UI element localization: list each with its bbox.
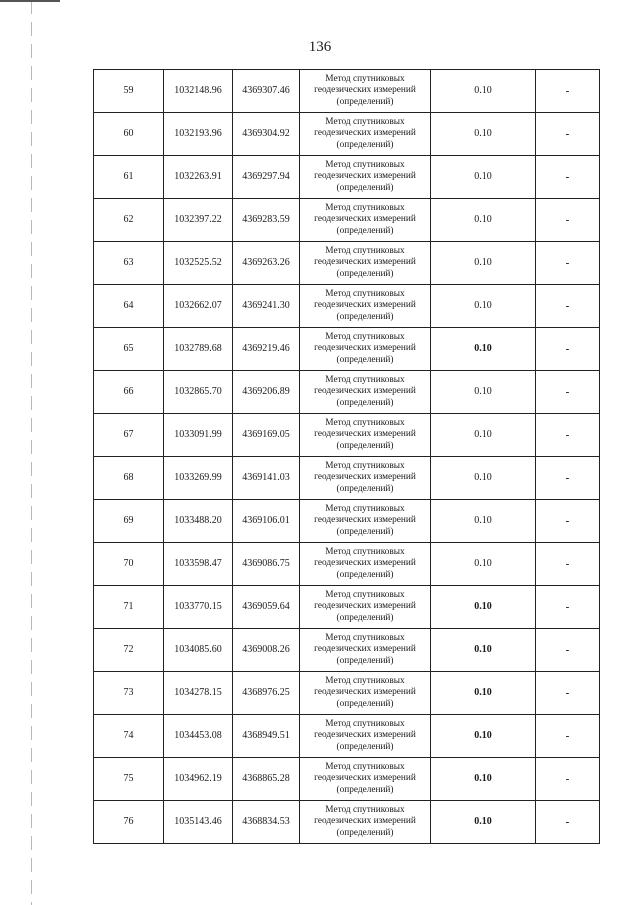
method-cell: Метод спутниковых геодезических измерений (определений) (300, 457, 431, 500)
extra-cell: - (536, 156, 600, 199)
x-coordinate-cell: 1034453.08 (164, 715, 233, 758)
extra-cell: - (536, 758, 600, 801)
extra-cell: - (536, 113, 600, 156)
extra-cell: - (536, 586, 600, 629)
scan-corner-mark (0, 0, 60, 2)
point-number-cell: 70 (94, 543, 164, 586)
accuracy-cell: 0.10 (431, 629, 536, 672)
accuracy-cell: 0.10 (431, 242, 536, 285)
y-coordinate-cell: 4369008.26 (233, 629, 300, 672)
accuracy-cell: 0.10 (431, 285, 536, 328)
extra-cell: - (536, 371, 600, 414)
point-number-cell: 74 (94, 715, 164, 758)
table-row (94, 113, 600, 156)
y-coordinate-cell: 4369141.03 (233, 457, 300, 500)
method-cell: Метод спутниковых геодезических измерений (определений) (300, 242, 431, 285)
accuracy-cell: 0.10 (431, 328, 536, 371)
extra-cell: - (536, 672, 600, 715)
y-coordinate-cell: 4369086.75 (233, 543, 300, 586)
table-row (94, 199, 600, 242)
y-coordinate-cell: 4369206.89 (233, 371, 300, 414)
x-coordinate-cell: 1032525.52 (164, 242, 233, 285)
method-cell: Метод спутниковых геодезических измерений (определений) (300, 113, 431, 156)
y-coordinate-cell: 4369106.01 (233, 500, 300, 543)
extra-cell: - (536, 543, 600, 586)
accuracy-cell: 0.10 (431, 70, 536, 113)
x-coordinate-cell: 1035143.46 (164, 801, 233, 844)
extra-cell: - (536, 414, 600, 457)
accuracy-cell: 0.10 (431, 586, 536, 629)
accuracy-cell: 0.10 (431, 500, 536, 543)
table-row (94, 543, 600, 586)
extra-cell: - (536, 715, 600, 758)
y-coordinate-cell: 4369169.05 (233, 414, 300, 457)
x-coordinate-cell: 1033269.99 (164, 457, 233, 500)
y-coordinate-cell: 4369219.46 (233, 328, 300, 371)
x-coordinate-cell: 1033091.99 (164, 414, 233, 457)
x-coordinate-cell: 1032148.96 (164, 70, 233, 113)
extra-cell: - (536, 500, 600, 543)
table-row (94, 285, 600, 328)
extra-cell: - (536, 328, 600, 371)
x-coordinate-cell: 1033488.20 (164, 500, 233, 543)
x-coordinate-cell: 1032865.70 (164, 371, 233, 414)
x-coordinate-cell: 1032662.07 (164, 285, 233, 328)
point-number-cell: 66 (94, 371, 164, 414)
y-coordinate-cell: 4369059.64 (233, 586, 300, 629)
accuracy-cell: 0.10 (431, 715, 536, 758)
point-number-cell: 73 (94, 672, 164, 715)
point-number-cell: 65 (94, 328, 164, 371)
y-coordinate-cell: 4368976.25 (233, 672, 300, 715)
method-cell: Метод спутниковых геодезических измерений (определений) (300, 371, 431, 414)
extra-cell: - (536, 457, 600, 500)
table-row (94, 500, 600, 543)
table-row (94, 672, 600, 715)
point-number-cell: 59 (94, 70, 164, 113)
method-cell: Метод спутниковых геодезических измерений (определений) (300, 629, 431, 672)
method-cell: Метод спутниковых геодезических измерений (определений) (300, 801, 431, 844)
method-cell: Метод спутниковых геодезических измерений (определений) (300, 414, 431, 457)
point-number-cell: 71 (94, 586, 164, 629)
point-number-cell: 67 (94, 414, 164, 457)
table-row (94, 156, 600, 199)
accuracy-cell: 0.10 (431, 672, 536, 715)
y-coordinate-cell: 4368949.51 (233, 715, 300, 758)
accuracy-cell: 0.10 (431, 543, 536, 586)
extra-cell: - (536, 70, 600, 113)
y-coordinate-cell: 4369307.46 (233, 70, 300, 113)
x-coordinate-cell: 1034278.15 (164, 672, 233, 715)
point-number-cell: 62 (94, 199, 164, 242)
table-row (94, 586, 600, 629)
method-cell: Метод спутниковых геодезических измерений (определений) (300, 586, 431, 629)
x-coordinate-cell: 1032263.91 (164, 156, 233, 199)
point-number-cell: 68 (94, 457, 164, 500)
x-coordinate-cell: 1034085.60 (164, 629, 233, 672)
x-coordinate-cell: 1032193.96 (164, 113, 233, 156)
point-number-cell: 76 (94, 801, 164, 844)
accuracy-cell: 0.10 (431, 457, 536, 500)
extra-cell: - (536, 242, 600, 285)
extra-cell: - (536, 629, 600, 672)
y-coordinate-cell: 4368865.28 (233, 758, 300, 801)
method-cell: Метод спутниковых геодезических измерений (определений) (300, 758, 431, 801)
accuracy-cell: 0.10 (431, 113, 536, 156)
accuracy-cell: 0.10 (431, 758, 536, 801)
x-coordinate-cell: 1033770.15 (164, 586, 233, 629)
method-cell: Метод спутниковых геодезических измерений (определений) (300, 285, 431, 328)
accuracy-cell: 0.10 (431, 156, 536, 199)
y-coordinate-cell: 4369241.30 (233, 285, 300, 328)
x-coordinate-cell: 1034962.19 (164, 758, 233, 801)
x-coordinate-cell: 1032397.22 (164, 199, 233, 242)
point-number-cell: 69 (94, 500, 164, 543)
point-number-cell: 72 (94, 629, 164, 672)
table-row (94, 758, 600, 801)
point-number-cell: 75 (94, 758, 164, 801)
table-row (94, 414, 600, 457)
table-row (94, 70, 600, 113)
table-row (94, 457, 600, 500)
table-row (94, 328, 600, 371)
y-coordinate-cell: 4369283.59 (233, 199, 300, 242)
y-coordinate-cell: 4369297.94 (233, 156, 300, 199)
accuracy-cell: 0.10 (431, 199, 536, 242)
table-row (94, 715, 600, 758)
table-row (94, 242, 600, 285)
point-number-cell: 63 (94, 242, 164, 285)
method-cell: Метод спутниковых геодезических измерений (определений) (300, 500, 431, 543)
method-cell: Метод спутниковых геодезических измерений (определений) (300, 156, 431, 199)
point-number-cell: 60 (94, 113, 164, 156)
table-row (94, 371, 600, 414)
point-number-cell: 61 (94, 156, 164, 199)
method-cell: Метод спутниковых геодезических измерений (определений) (300, 672, 431, 715)
y-coordinate-cell: 4369304.92 (233, 113, 300, 156)
x-coordinate-cell: 1032789.68 (164, 328, 233, 371)
method-cell: Метод спутниковых геодезических измерений (определений) (300, 328, 431, 371)
y-coordinate-cell: 4369263.26 (233, 242, 300, 285)
method-cell: Метод спутниковых геодезических измерений (определений) (300, 70, 431, 113)
accuracy-cell: 0.10 (431, 414, 536, 457)
x-coordinate-cell: 1033598.47 (164, 543, 233, 586)
scan-margin-line (31, 0, 32, 905)
table-row (94, 629, 600, 672)
extra-cell: - (536, 285, 600, 328)
accuracy-cell: 0.10 (431, 801, 536, 844)
point-number-cell: 64 (94, 285, 164, 328)
table-row (94, 801, 600, 844)
table-body (94, 70, 600, 844)
extra-cell: - (536, 199, 600, 242)
accuracy-cell: 0.10 (431, 371, 536, 414)
extra-cell: - (536, 801, 600, 844)
page-number: 136 (308, 39, 332, 55)
method-cell: Метод спутниковых геодезических измерений (определений) (300, 715, 431, 758)
method-cell: Метод спутниковых геодезических измерений (определений) (300, 199, 431, 242)
coordinates-table (93, 69, 600, 844)
method-cell: Метод спутниковых геодезических измерений (определений) (300, 543, 431, 586)
y-coordinate-cell: 4368834.53 (233, 801, 300, 844)
